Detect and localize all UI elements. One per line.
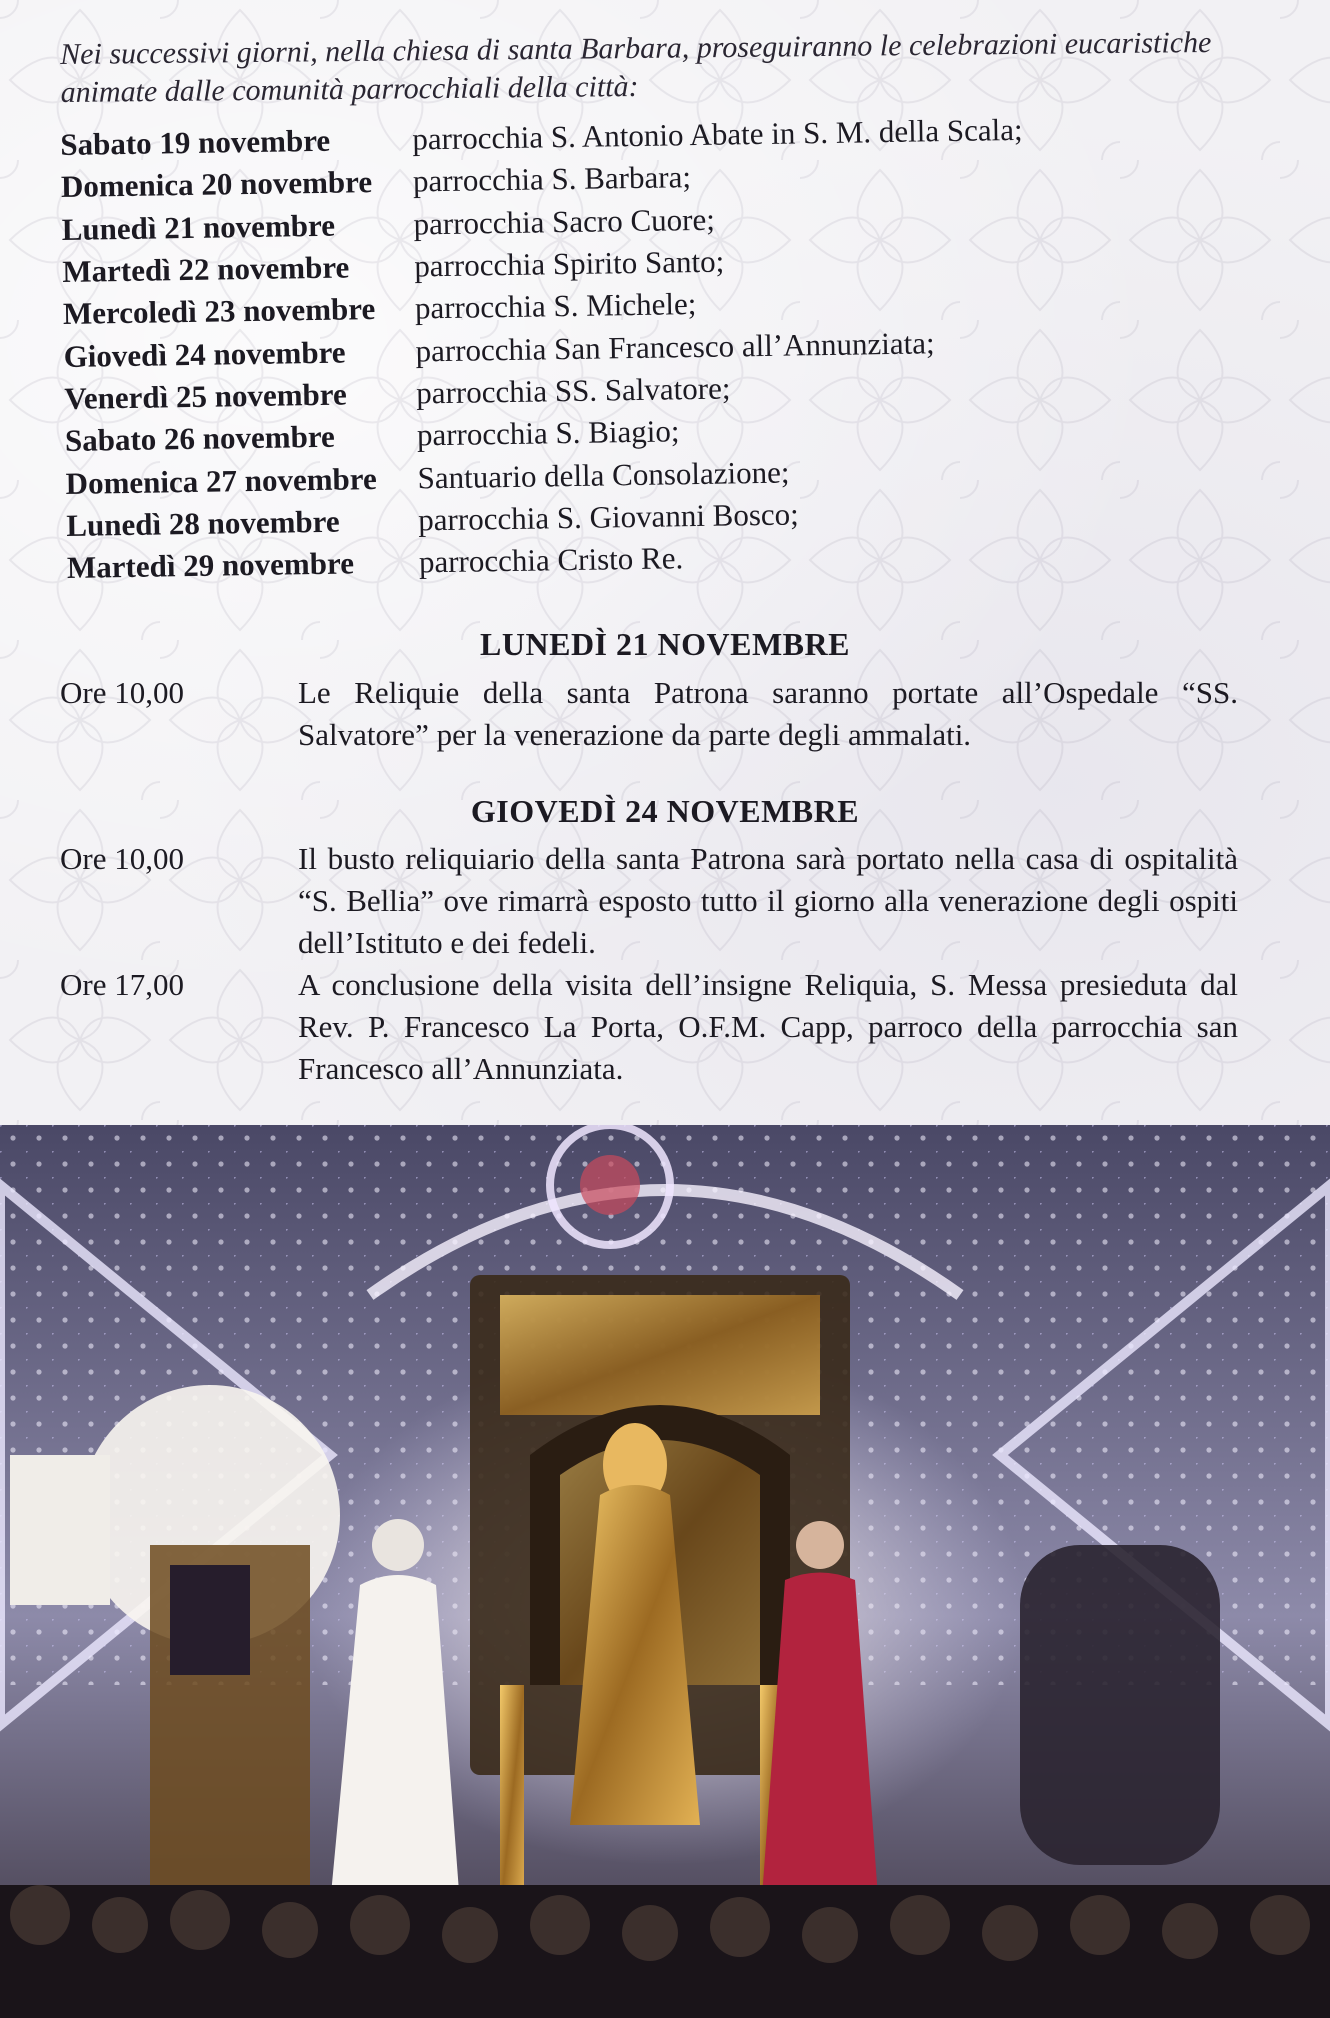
schedule-parish: parrocchia Sacro Cuore; <box>413 201 716 242</box>
event-text: Le Reliquie della santa Patrona saranno portate all’Ospedale “SS. Salvatore” per la venerazione da parte degli ammalati. <box>298 675 1238 752</box>
schedule-day: Sabato 26 novembre <box>64 418 336 459</box>
schedule-day: Sabato 19 novembre <box>60 122 331 163</box>
event-text: A conclusione della visita dell’insigne Reliquia, S. Messa presieduta dal Rev. P. Francesco La Porta, O.F.M. Capp, parroco della parrocchia san Francesco all’Annunziata. <box>298 967 1238 1086</box>
schedule-parish: parrocchia Cristo Re. <box>418 540 684 580</box>
section-title-thursday: GIOVEDÌ 24 NOVEMBRE <box>470 793 860 829</box>
schedule-parish: parrocchia S. Barbara; <box>412 159 692 199</box>
schedule-parish: parrocchia San Francesco all’Annunziata; <box>415 324 935 369</box>
schedule-day: Venerdì 25 novembre <box>64 376 347 416</box>
event-time: Ore 17,00 <box>60 967 184 1002</box>
event-text: Il busto reliquiario della santa Patrona sarà portato nella casa di ospitalità “S. Bellia” ove rimarrà esposto tutto il giorno alla venerazione degli ospiti dell’Istituto e dei fedeli. <box>298 841 1238 960</box>
schedule-day: Martedì 22 novembre <box>62 249 350 290</box>
procession-illustration <box>0 1125 1330 2018</box>
schedule-day: Domenica 27 novembre <box>65 460 377 501</box>
schedule-parish: parrocchia S. Michele; <box>414 286 697 326</box>
event-time: Ore 10,00 <box>60 675 184 710</box>
event-row <box>60 964 1240 1090</box>
parish-schedule <box>60 107 1167 589</box>
schedule-parish: parrocchia Spirito Santo; <box>413 243 725 284</box>
schedule-parish: Santuario della Consolazione; <box>417 454 790 495</box>
event-time: Ore 10,00 <box>60 841 184 876</box>
event-row <box>60 838 1240 964</box>
schedule-day: Lunedì 21 novembre <box>61 207 336 247</box>
schedule-parish: parrocchia S. Antonio Abate in S. M. della Scala; <box>412 112 1023 157</box>
event-row <box>60 672 1240 756</box>
section-title-monday: LUNEDÌ 21 NOVEMBRE <box>480 626 850 662</box>
schedule-day: Mercoledì 23 novembre <box>62 291 376 332</box>
schedule-parish: parrocchia S. Biagio; <box>416 413 680 453</box>
schedule-day: Giovedì 24 novembre <box>63 334 346 374</box>
schedule-day: Lunedì 28 novembre <box>66 503 340 543</box>
procession-photo <box>0 1125 1330 2018</box>
schedule-day: Martedì 29 novembre <box>66 545 355 586</box>
schedule-parish: parrocchia SS. Salvatore; <box>415 370 731 411</box>
intro-paragraph: Nei successivi giorni, nella chiesa di santa Barbara, proseguiranno le celebrazioni eucaristiche animate dalle comunità parrocchiali della città: <box>60 25 1212 109</box>
schedule-day: Domenica 20 novembre <box>60 164 373 205</box>
schedule-parish: parrocchia S. Giovanni Bosco; <box>417 496 800 538</box>
